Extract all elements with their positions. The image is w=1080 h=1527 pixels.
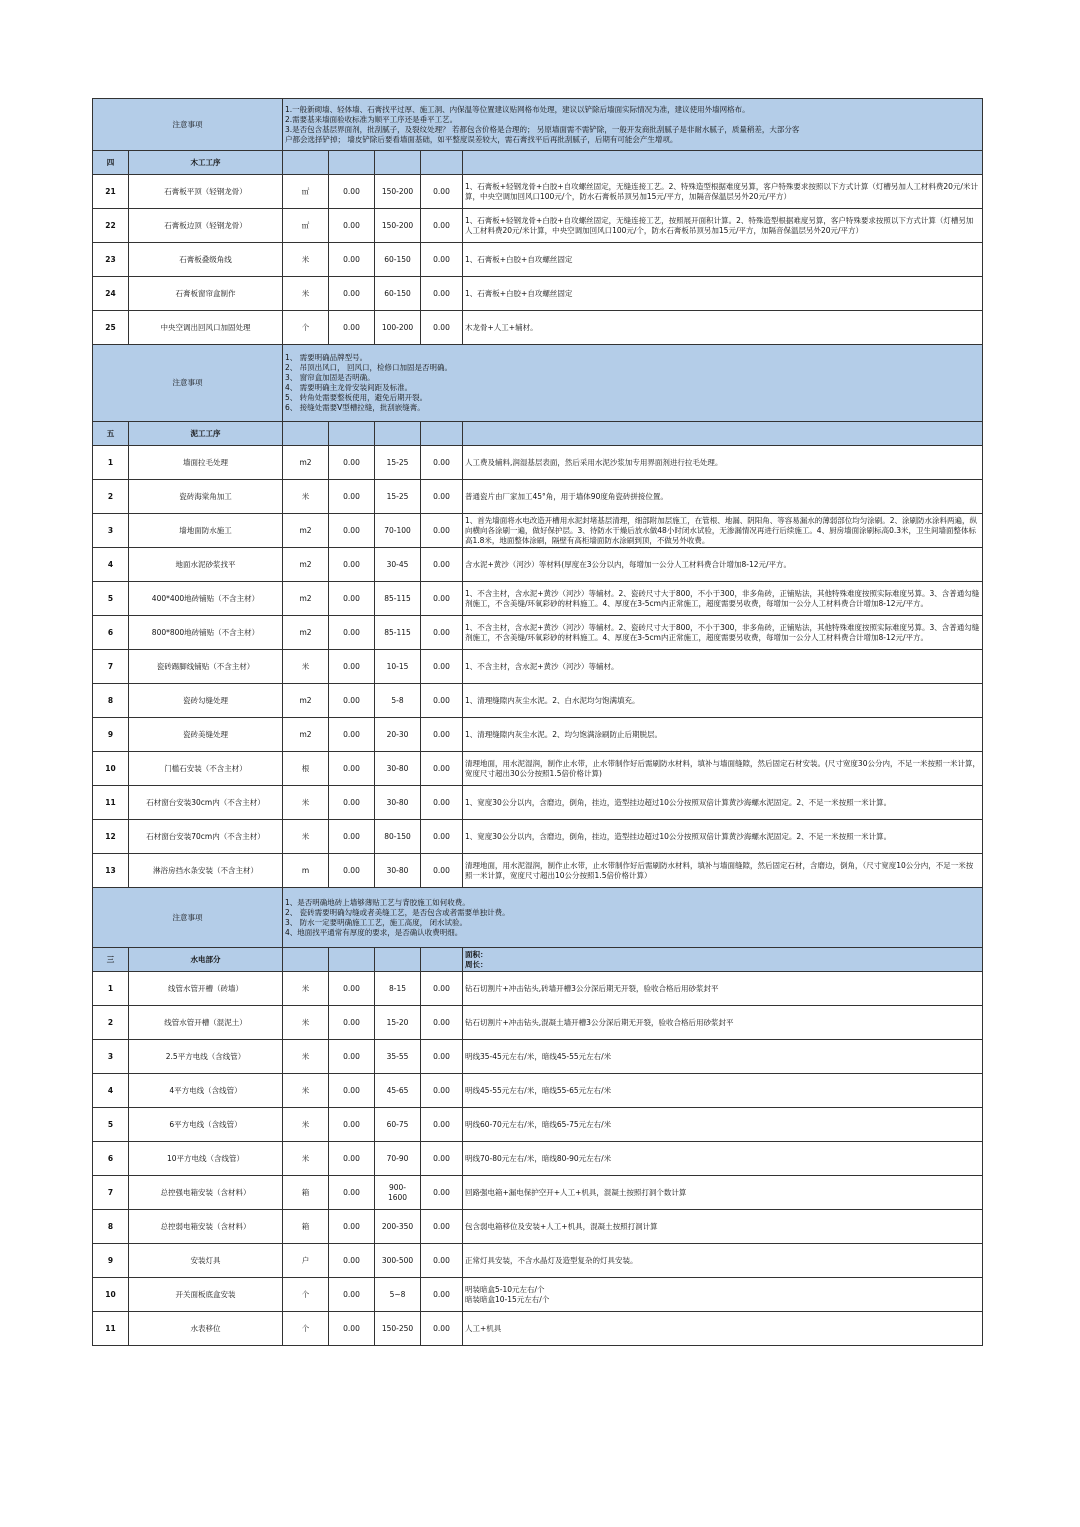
notes-title: 注意事项 <box>93 888 283 948</box>
item-description: 包含弱电箱移位及安装+人工+机具，混凝土按照打洞计算 <box>463 1210 983 1244</box>
item-description: 1、石膏板+白胶+自攻螺丝固定 <box>463 243 983 277</box>
item-quantity: 0.00 <box>329 175 375 209</box>
item-name: 石膏板窗帘盒制作 <box>129 277 283 311</box>
item-name: 400*400地砖铺贴（不含主材） <box>129 582 283 616</box>
item-total: 0.00 <box>421 175 463 209</box>
item-number: 4 <box>93 1074 129 1108</box>
section-header-row <box>93 151 983 175</box>
item-name: 石材窗台安装30cm内（不含主材） <box>129 786 283 820</box>
table-row <box>93 1074 983 1108</box>
item-total: 0.00 <box>421 548 463 582</box>
item-number: 21 <box>93 175 129 209</box>
item-total: 0.00 <box>421 786 463 820</box>
table-row <box>93 1278 983 1312</box>
item-unit: 米 <box>283 277 329 311</box>
item-quantity: 0.00 <box>329 1278 375 1312</box>
note-line: 3、 窗帘盒加固是否明确。 <box>285 373 375 382</box>
item-unit-price: 70-90 <box>375 1142 421 1176</box>
item-unit-price: 5~8 <box>375 1278 421 1312</box>
item-description: 1、不含主材，含水泥+黄沙（河沙）等辅材。2、瓷砖尺寸大于800，不小于300，非多角砖，正铺贴法，其他特殊难度按照实际难度另算。3、含普通勾缝剂施工，不含美缝/环氧彩砂的材料施工。4、厚度在3-5cm内正常施工，超度需要另收费，每增加一公分人工材料费合计增加8-12元/平方。 <box>463 582 983 616</box>
item-number: 23 <box>93 243 129 277</box>
item-total: 0.00 <box>421 616 463 650</box>
item-description: 回路强电箱+漏电保护空开+人工+机具，混凝土按照打洞个数计算 <box>463 1176 983 1210</box>
item-name: 石膏板边顶（轻钢龙骨） <box>129 209 283 243</box>
item-number: 7 <box>93 1176 129 1210</box>
item-unit-price: 100-200 <box>375 311 421 345</box>
table-row <box>93 1040 983 1074</box>
item-description: 正常灯具安装，不含水晶灯及造型复杂的灯具安装。 <box>463 1244 983 1278</box>
notes-body <box>283 345 983 422</box>
item-quantity: 0.00 <box>329 616 375 650</box>
item-total: 0.00 <box>421 1108 463 1142</box>
item-description: 1、石膏板+轻钢龙骨+白胶+自攻螺丝固定，无缝连接工艺，按照展开面积计算。2、特殊造型根据难度另算，客户特殊要求按照以下方式计算（灯槽另加人工材料费20元/米计算，中央空调加回风口100元/个，防水石膏板吊顶另加15元/平方，加隔音保温层另外20元/平方） <box>463 209 983 243</box>
item-name: 瓷砖踢脚线铺贴（不含主材） <box>129 650 283 684</box>
quotation-table <box>92 98 983 1346</box>
item-total: 0.00 <box>421 480 463 514</box>
table-row <box>93 1006 983 1040</box>
item-description: 明线45-55元左右/米，暗线55-65元左右/米 <box>463 1074 983 1108</box>
item-quantity: 0.00 <box>329 243 375 277</box>
item-quantity: 0.00 <box>329 718 375 752</box>
item-unit: m2 <box>283 548 329 582</box>
item-unit-price: 45-65 <box>375 1074 421 1108</box>
table-row <box>93 972 983 1006</box>
item-unit-price: 30-80 <box>375 752 421 786</box>
item-quantity: 0.00 <box>329 1006 375 1040</box>
item-number: 11 <box>93 786 129 820</box>
item-name: 开关面板底盒安装 <box>129 1278 283 1312</box>
table-row <box>93 616 983 650</box>
item-quantity: 0.00 <box>329 1210 375 1244</box>
item-unit-price: 5-8 <box>375 684 421 718</box>
note-line: 4、 需要明确主龙骨安装间距及标准。 <box>285 383 413 392</box>
item-quantity: 0.00 <box>329 548 375 582</box>
section-spacer <box>283 422 329 446</box>
section-spacer <box>329 151 375 175</box>
note-line: 2.需要基来墙面验收标准为顺平工序还是垂平工艺。 <box>285 114 458 124</box>
item-name: 总控强电箱安装（含材料） <box>129 1176 283 1210</box>
section-header-row <box>93 948 983 972</box>
item-number: 9 <box>93 718 129 752</box>
item-number: 3 <box>93 514 129 548</box>
item-name: 800*800地砖铺贴（不含主材） <box>129 616 283 650</box>
note-line: 1.一般新砌墙、轻体墙、石膏找平过厚、施工洞、内保温等位置建议贴网格布处理，建议以铲除后墙面实际情况为准，建议使用外墙网格布。 <box>285 104 750 114</box>
note-line: 1、 需要明确品牌型号。 <box>285 353 368 362</box>
item-description: 清理地面，用水泥湿润，制作止水带，止水带制作好后需刷防水材料，填补与墙面缝隙，然后固定石材，含磨边，倒角，（尺寸宽度10公分内，不足一米按照一米计算，宽度尺寸超出10公分按照1.5倍价格计算） <box>463 854 983 888</box>
item-name: 石膏板平顶（轻钢龙骨） <box>129 175 283 209</box>
item-description: 1、不含主材，含水泥+黄沙（河沙）等辅材。 <box>463 650 983 684</box>
table-row <box>93 209 983 243</box>
item-total: 0.00 <box>421 446 463 480</box>
item-total: 0.00 <box>421 1176 463 1210</box>
section-spacer <box>375 151 421 175</box>
item-unit-price: 60-150 <box>375 277 421 311</box>
item-unit-price: 60-75 <box>375 1108 421 1142</box>
item-description: 明线60-70元左右/米，暗线65-75元左右/米 <box>463 1108 983 1142</box>
table-row <box>93 820 983 854</box>
item-quantity: 0.00 <box>329 446 375 480</box>
section-spacer <box>283 948 329 972</box>
item-unit: 个 <box>283 1312 329 1346</box>
table-row <box>93 243 983 277</box>
item-total: 0.00 <box>421 718 463 752</box>
item-description: 明装暗盒5-10元左右/个 暗装暗盒10-15元左右/个 <box>463 1278 983 1312</box>
item-number: 24 <box>93 277 129 311</box>
item-number: 11 <box>93 1312 129 1346</box>
item-number: 2 <box>93 480 129 514</box>
item-name: 地面水泥砂浆找平 <box>129 548 283 582</box>
item-total: 0.00 <box>421 650 463 684</box>
item-quantity: 0.00 <box>329 752 375 786</box>
item-unit: 米 <box>283 786 329 820</box>
item-total: 0.00 <box>421 243 463 277</box>
item-total: 0.00 <box>421 684 463 718</box>
table-row <box>93 277 983 311</box>
table-row <box>93 684 983 718</box>
table-row <box>93 175 983 209</box>
item-number: 9 <box>93 1244 129 1278</box>
item-unit: 米 <box>283 243 329 277</box>
item-number: 25 <box>93 311 129 345</box>
item-total: 0.00 <box>421 752 463 786</box>
item-number: 8 <box>93 1210 129 1244</box>
section-description: 面积： 周长： <box>463 948 983 972</box>
section-header-row <box>93 422 983 446</box>
item-unit: m2 <box>283 514 329 548</box>
item-name: 石膏板叠级角线 <box>129 243 283 277</box>
item-description: 人工费及辅料,润湿基层表面，然后采用水泥沙浆加专用界面剂进行拉毛处理。 <box>463 446 983 480</box>
item-description: 1、清理缝隙内灰尘水泥。2、均匀饱满涂刷防止后期脱层。 <box>463 718 983 752</box>
item-total: 0.00 <box>421 1312 463 1346</box>
item-quantity: 0.00 <box>329 1142 375 1176</box>
item-unit-price: 15-20 <box>375 1006 421 1040</box>
item-quantity: 0.00 <box>329 786 375 820</box>
item-description: 1、首先墙面将水电改造开槽用水泥封堵基层清理，细部附加层施工，在管根、地漏、阴阳角、等容易漏水的薄弱部位均匀涂刷。2、涂刷防水涂料两遍，纵向横向各涂刷一遍，做好保护层。3、待防水干燥后放水做48小时闭水试验，无渗漏情况再进行后续施工。4、厨房墙面涂刷标高0.3米，卫生间墙面整体标高1.8米，地面整体涂刷，隔壁有高柜墙面防水涂刷到顶，不做另外收费。 <box>463 514 983 548</box>
item-unit-price: 30-45 <box>375 548 421 582</box>
table-row <box>93 514 983 548</box>
table-row <box>93 548 983 582</box>
item-number: 12 <box>93 820 129 854</box>
table-row <box>93 752 983 786</box>
item-name: 墙地面防水施工 <box>129 514 283 548</box>
item-number: 8 <box>93 684 129 718</box>
item-description: 木龙骨+人工+辅材。 <box>463 311 983 345</box>
item-description: 明线35-45元左右/米，暗线45-55元左右/米 <box>463 1040 983 1074</box>
item-unit: 米 <box>283 820 329 854</box>
item-name: 石材窗台安装70cm内（不含主材） <box>129 820 283 854</box>
section-spacer <box>421 948 463 972</box>
item-number: 2 <box>93 1006 129 1040</box>
notes-body <box>283 99 983 151</box>
item-description: 1、不含主材，含水泥+黄沙（河沙）等辅材。2、瓷砖尺寸大于800，不小于300，非多角砖，正铺贴法，其他特殊难度按照实际难度另算。3、含普通勾缝剂施工，不含美缝/环氧彩砂的材料施工。4、厚度在3-5cm内正常施工，超度需要另收费，每增加一公分人工材料费合计增加8-12元/平方。 <box>463 616 983 650</box>
table-row <box>93 311 983 345</box>
item-description: 1、石膏板+轻钢龙骨+白胶+自攻螺丝固定，无缝连接工艺。2、特殊造型根据难度另算，客户特殊要求按照以下方式计算（灯槽另加人工材料费20元/米计算，中央空调加回风口100元/个，防水石膏板吊顶另加15元/平方，加隔音保温层另外20元/平方） <box>463 175 983 209</box>
item-total: 0.00 <box>421 854 463 888</box>
note-line: 3、 防水一定要明确施工工艺，施工高度， 闭水试验。 <box>285 917 468 927</box>
note-line: 6、 接缝处需要V型槽拉缝，批刮嵌缝膏。 <box>285 403 425 412</box>
item-unit-price: 200-350 <box>375 1210 421 1244</box>
section-title: 泥工工序 <box>129 422 283 446</box>
item-description: 普通瓷片由厂家加工45°角，用于墙体90度角瓷砖拼接位置。 <box>463 480 983 514</box>
item-unit: 米 <box>283 1040 329 1074</box>
table-row <box>93 1210 983 1244</box>
section-spacer <box>463 422 983 446</box>
item-name: 瓷砖美缝处理 <box>129 718 283 752</box>
item-unit: 个 <box>283 311 329 345</box>
item-quantity: 0.00 <box>329 480 375 514</box>
item-total: 0.00 <box>421 1210 463 1244</box>
item-total: 0.00 <box>421 1074 463 1108</box>
notes-title: 注意事项 <box>93 99 283 151</box>
section-spacer <box>329 422 375 446</box>
item-unit-price: 300-500 <box>375 1244 421 1278</box>
section-spacer <box>283 151 329 175</box>
notes-row <box>93 345 983 422</box>
item-quantity: 0.00 <box>329 1312 375 1346</box>
item-unit-price: 15-25 <box>375 480 421 514</box>
item-unit: m2 <box>283 446 329 480</box>
section-title: 木工工序 <box>129 151 283 175</box>
item-number: 10 <box>93 1278 129 1312</box>
item-number: 5 <box>93 582 129 616</box>
item-total: 0.00 <box>421 1278 463 1312</box>
section-spacer <box>375 948 421 972</box>
item-quantity: 0.00 <box>329 311 375 345</box>
item-quantity: 0.00 <box>329 209 375 243</box>
item-unit: 箱 <box>283 1176 329 1210</box>
item-total: 0.00 <box>421 209 463 243</box>
item-unit: 户 <box>283 1244 329 1278</box>
item-unit: 米 <box>283 480 329 514</box>
item-total: 0.00 <box>421 582 463 616</box>
section-spacer <box>421 151 463 175</box>
note-line: 2、 吊顶出风口， 回风口，检修口加固是否明确。 <box>285 363 453 372</box>
item-unit-price: 30-80 <box>375 854 421 888</box>
item-quantity: 0.00 <box>329 514 375 548</box>
item-name: 淋浴房挡水条安装（不含主材） <box>129 854 283 888</box>
item-unit: 米 <box>283 1142 329 1176</box>
item-unit: ㎡ <box>283 175 329 209</box>
item-name: 6平方电线（含线管） <box>129 1108 283 1142</box>
table-row <box>93 718 983 752</box>
item-quantity: 0.00 <box>329 1244 375 1278</box>
section-number: 三 <box>93 948 129 972</box>
item-quantity: 0.00 <box>329 854 375 888</box>
item-description: 清理地面，用水泥湿润，制作止水带，止水带制作好后需刷防水材料，填补与墙面缝隙，然后固定石材安装。(尺寸宽度30公分内，不足一米按照一米计算，宽度尺寸超出30公分按照1.5倍价格计算) <box>463 752 983 786</box>
item-description: 1、清理缝隙内灰尘水泥。2、白水泥均匀饱满填充。 <box>463 684 983 718</box>
section-title: 水电部分 <box>129 948 283 972</box>
section-number: 四 <box>93 151 129 175</box>
item-unit: 个 <box>283 1278 329 1312</box>
item-number: 13 <box>93 854 129 888</box>
item-unit: m2 <box>283 616 329 650</box>
item-description: 钻石切割片+冲击钻头,砖墙开槽3公分深后期无开裂，验收合格后用砂浆封平 <box>463 972 983 1006</box>
item-description: 明线70-80元左右/米，暗线80-90元左右/米 <box>463 1142 983 1176</box>
note-line: 5、 转角处需要整板使用，避免后期开裂。 <box>285 393 428 402</box>
table-row <box>93 1142 983 1176</box>
item-unit-price: 150-250 <box>375 1312 421 1346</box>
item-unit: 箱 <box>283 1210 329 1244</box>
item-total: 0.00 <box>421 1040 463 1074</box>
item-name: 2.5平方电线（含线管） <box>129 1040 283 1074</box>
table-row <box>93 1244 983 1278</box>
item-name: 瓷砖勾缝处理 <box>129 684 283 718</box>
item-number: 3 <box>93 1040 129 1074</box>
item-description: 1、石膏板+白胶+自攻螺丝固定 <box>463 277 983 311</box>
table-row <box>93 446 983 480</box>
item-number: 10 <box>93 752 129 786</box>
item-number: 22 <box>93 209 129 243</box>
item-number: 1 <box>93 972 129 1006</box>
item-unit: 米 <box>283 1074 329 1108</box>
item-name: 中央空调出回风口加固处理 <box>129 311 283 345</box>
item-unit-price: 85-115 <box>375 582 421 616</box>
item-total: 0.00 <box>421 972 463 1006</box>
item-quantity: 0.00 <box>329 582 375 616</box>
notes-row <box>93 99 983 151</box>
item-unit: 米 <box>283 1006 329 1040</box>
section-spacer <box>375 422 421 446</box>
table-row <box>93 1312 983 1346</box>
table-row <box>93 582 983 616</box>
table-row <box>93 786 983 820</box>
item-total: 0.00 <box>421 1142 463 1176</box>
notes-row <box>93 888 983 948</box>
item-description: 人工+机具 <box>463 1312 983 1346</box>
item-unit-price: 15-25 <box>375 446 421 480</box>
item-number: 6 <box>93 616 129 650</box>
note-line: 3.是否包含基层界面剂，批刮腻子，及裂纹处理？ 若都包含价格是合理的； 另原墙面需不需铲除，一般开发商批刮腻子是非耐水腻子，质量稍差，大部分客 <box>285 124 800 134</box>
notes-title: 注意事项 <box>93 345 283 422</box>
table-row <box>93 650 983 684</box>
item-total: 0.00 <box>421 311 463 345</box>
section-spacer <box>329 948 375 972</box>
item-total: 0.00 <box>421 277 463 311</box>
item-quantity: 0.00 <box>329 277 375 311</box>
item-name: 线管水管开槽（砖墙） <box>129 972 283 1006</box>
item-description: 1、宽度30公分以内，含磨边，倒角，挂边，造型挂边超过10公分按照双倍计算黄沙海螺水泥固定。2、不足一米按照一米计算。 <box>463 820 983 854</box>
section-spacer <box>463 151 983 175</box>
item-quantity: 0.00 <box>329 972 375 1006</box>
item-total: 0.00 <box>421 1244 463 1278</box>
item-total: 0.00 <box>421 820 463 854</box>
item-unit: m2 <box>283 684 329 718</box>
item-name: 线管水管开槽（混泥土） <box>129 1006 283 1040</box>
item-name: 水表移位 <box>129 1312 283 1346</box>
note-line: 2、 瓷砖需要明确勾缝或者美缝工艺，是否包含或者需要单独计费。 <box>285 907 510 917</box>
item-unit: 米 <box>283 1108 329 1142</box>
item-number: 4 <box>93 548 129 582</box>
item-unit-price: 8-15 <box>375 972 421 1006</box>
item-unit-price: 85-115 <box>375 616 421 650</box>
item-unit: m2 <box>283 582 329 616</box>
item-description: 1、宽度30公分以内，含磨边，倒角，挂边，造型挂边超过10公分按照双倍计算黄沙海螺水泥固定。2、不足一米按照一米计算。 <box>463 786 983 820</box>
item-quantity: 0.00 <box>329 820 375 854</box>
item-name: 门槛石安装（不含主材） <box>129 752 283 786</box>
item-unit-price: 80-150 <box>375 820 421 854</box>
note-line: 1、是否明确地砖上墙够薄贴工艺与背胶施工如何收费。 <box>285 897 470 907</box>
section-number: 五 <box>93 422 129 446</box>
item-number: 6 <box>93 1142 129 1176</box>
item-total: 0.00 <box>421 514 463 548</box>
item-description: 钻石切割片+冲击钻头,混凝土墙开槽3公分深后期无开裂，验收合格后用砂浆封平 <box>463 1006 983 1040</box>
item-name: 安装灯具 <box>129 1244 283 1278</box>
table-row <box>93 1176 983 1210</box>
item-unit-price: 10-15 <box>375 650 421 684</box>
note-line: 4、地面找平通常有厚度的要求，是否确认收费明细。 <box>285 927 463 937</box>
item-unit-price: 30-80 <box>375 786 421 820</box>
item-name: 总控弱电箱安装（含材料） <box>129 1210 283 1244</box>
notes-body <box>283 888 983 948</box>
item-quantity: 0.00 <box>329 1176 375 1210</box>
table-row <box>93 480 983 514</box>
item-unit: m2 <box>283 718 329 752</box>
item-unit-price: 900- 1600 <box>375 1176 421 1210</box>
item-quantity: 0.00 <box>329 1074 375 1108</box>
item-name: 4平方电线（含线管） <box>129 1074 283 1108</box>
item-unit: 米 <box>283 650 329 684</box>
item-unit: m <box>283 854 329 888</box>
item-unit-price: 70-100 <box>375 514 421 548</box>
item-unit-price: 150-200 <box>375 175 421 209</box>
item-name: 瓷砖海棠角加工 <box>129 480 283 514</box>
item-quantity: 0.00 <box>329 650 375 684</box>
note-line: 户都会选择铲掉； 墙皮铲除后要看墙面基础，如平整度误差较大，需石膏找平后再批刮腻子，后期有可能会产生增项。 <box>285 134 678 144</box>
item-quantity: 0.00 <box>329 1108 375 1142</box>
item-unit-price: 20-30 <box>375 718 421 752</box>
table-row <box>93 1108 983 1142</box>
item-total: 0.00 <box>421 1006 463 1040</box>
item-unit-price: 35-55 <box>375 1040 421 1074</box>
quotation-table-body <box>93 99 983 1346</box>
item-unit-price: 60-150 <box>375 243 421 277</box>
item-number: 5 <box>93 1108 129 1142</box>
item-number: 7 <box>93 650 129 684</box>
table-row <box>93 854 983 888</box>
section-spacer <box>421 422 463 446</box>
item-name: 10平方电线（含线管） <box>129 1142 283 1176</box>
item-quantity: 0.00 <box>329 1040 375 1074</box>
item-unit: 根 <box>283 752 329 786</box>
item-quantity: 0.00 <box>329 684 375 718</box>
item-number: 1 <box>93 446 129 480</box>
item-description: 含水泥+黄沙（河沙）等材料(厚度在3公分以内，每增加一公分人工材料费合计增加8-12元/平方。 <box>463 548 983 582</box>
item-unit: 米 <box>283 972 329 1006</box>
item-unit-price: 150-200 <box>375 209 421 243</box>
item-unit: ㎡ <box>283 209 329 243</box>
item-name: 墙面拉毛处理 <box>129 446 283 480</box>
